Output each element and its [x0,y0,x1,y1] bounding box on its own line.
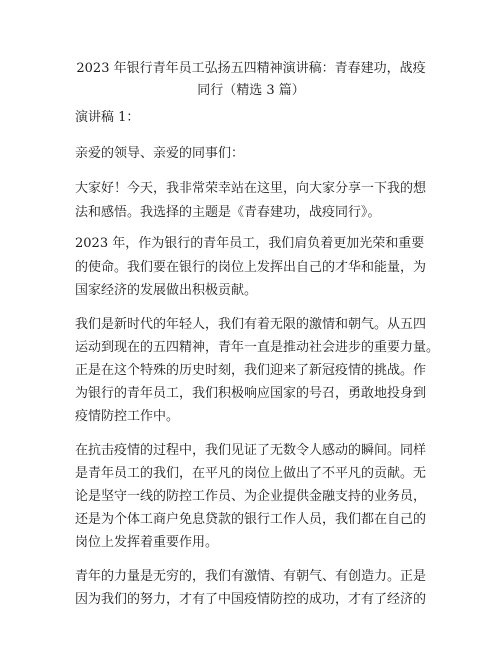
paragraph-line: 论是坚守一线的防控工作员、为企业提供金融支持的业务员， [75,489,427,504]
paragraph-line: 还是为个体工商户免息贷款的银行工作人员，我们都在自己的 [75,512,427,527]
paragraph-line: 是青年员工的我们，在平凡的岗位上做出了不平凡的贡献。无 [75,466,427,481]
paragraph-line: 因为我们的努力，才有了中国疫情防控的成功，才有了经济的 [75,592,427,607]
paragraph-line: 青年的力量是无穷的，我们有激情、有朝气、有创造力。正是 [75,569,427,584]
paragraph-line: 我们是新时代的年轻人，我们有着无限的激情和朝气。从五四 [75,317,427,332]
document-title [60,58,442,102]
paragraph-line: 疫情防控工作中。 [75,409,180,424]
paragraph-line: 2023 年，作为银行的青年员工，我们肩负着更加光荣和重要 [75,236,425,251]
paragraph-line: 国家经济的发展做出积极贡献。 [75,283,258,298]
paragraph-line: 岗位上发挥着重要作用。 [75,535,219,550]
title-line: 同行（精选 3 篇） [197,83,305,98]
paragraph-line: 为银行的青年员工，我们积极响应国家的号召，勇敢地投身到 [75,386,427,401]
section-heading: 演讲稿 1： [75,110,140,125]
paragraph-line: 正是在这个特殊的历史时刻，我们迎来了新冠疫情的挑战。作 [75,363,427,378]
paragraph-line: 在抗击疫情的过程中，我们见证了无数令人感动的瞬间。同样 [75,443,427,458]
paragraph-line: 运动到现在的五四精神，青年一直是推动社会进步的重要力量。 [75,340,440,355]
greeting: 亲爱的领导、亲爱的同事们： [75,146,245,161]
paragraph-line: 法和感悟。我选择的主题是《青春建功，战疫同行》。 [75,205,381,220]
paragraph-line: 大家好！今天，我非常荣幸站在这里，向大家分享一下我的想 [75,181,427,196]
title-line: 2023 年银行青年员工弘扬五四精神演讲稿：青春建功，战疫 [76,61,426,76]
paragraph-line: 的使命。我们要在银行的岗位上发挥出自己的才华和能量，为 [75,260,427,275]
